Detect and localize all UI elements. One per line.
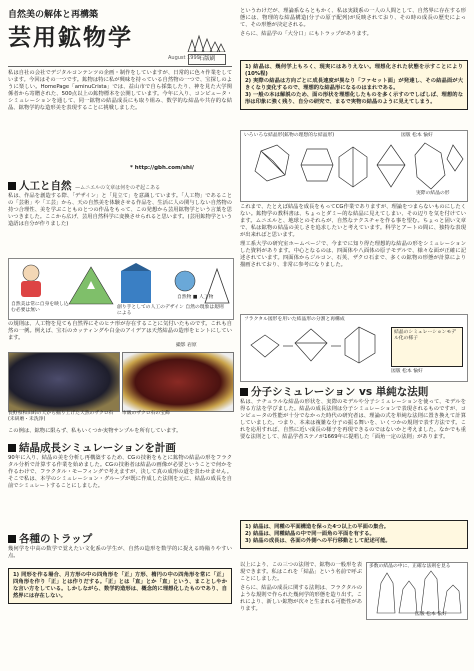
fig1-legend: 自然物 ■ 人工物 <box>177 295 214 300</box>
s4-closing: さらに、結晶の成長に関する法則は、フラクタルのような規則で作られた幾何学的形態を造り出す。これにより、新しい鉱物が次々と生まれる可能性があります。 <box>240 585 362 612</box>
photo-caption-jewelry: 市販のザクロ石の宝飾 <box>122 411 170 416</box>
fig3-title: フラクタル図形を用いた結晶形の分割と再構成 <box>244 317 345 322</box>
s4-block <box>240 399 466 441</box>
photo-credit: 撮影 岩原 <box>176 343 197 348</box>
figure-many-crystals <box>366 562 468 620</box>
photo-garnet-jewelry <box>122 352 234 412</box>
crystal-fact-3: 3) 一般の本は解説のため、面の形状を理想化したものを多く示すのでしばしば、理想的な形は印象に強く残り、自分の研究で、まるで実物の結晶のように見えてしまう。 <box>245 92 463 105</box>
crystal-cluster-icon <box>186 34 226 52</box>
figure-crystal-forms <box>240 130 468 202</box>
fig2-caption: 実際の結晶の形 <box>416 191 450 196</box>
fig1-mid-caption: 創り手としての人工のデザイン 自然の現象は規則による <box>117 305 224 316</box>
fig3-caption: 結晶のシミュレーションモデル化の様子 <box>394 330 457 341</box>
s3-text: 幾何学を中高の数学で覚えたい文化系の学生が、自然の造形を数学的に捉える時陥りやすい点。 <box>8 546 232 559</box>
crystal-facts-box <box>240 60 468 110</box>
law-2: 2) 結晶は、同種結晶の中で同一面角の平面を有する。 <box>245 531 375 537</box>
fig3-caption-box <box>391 327 463 367</box>
homepage-link[interactable]: * http://gbh.com/shi/ <box>130 165 194 171</box>
s4-text: 私は、ナチュラルな結晶の形状を、実際のモデルや分子シミュレーションを使って、モデルを得る方法を学びました。結晶の成長法則は分子シミュレーションで表現されるものですが、コンピュータの性能が十分でなかった時代の研究者は、理論の式を単純な法則に置き換えて計算していました。つまり、本来は複雑な分子の振る舞いを、いくつかの規則で表す方法です。これを応用すれば、自然に近い成長の様子を再現できるのではないかと考えました。なかでも重要な法則として、結晶学者ステノが1669年に提唱した「面角一定の法則」があります。 <box>240 399 466 440</box>
photo-text: この例は、鉱物に限らず、私もいくつか実物サンプルを所有しています。 <box>8 428 182 434</box>
section-molecular-simulation: 分子シミュレーション vs 単純な法則 <box>240 384 428 399</box>
section-growth-simulation: 結晶成長シミュレーションを計画 <box>8 440 176 455</box>
intro-text: 私は自社の会社でデジタルコンテンツの企画・制作をしていますが、日常的に色々作業をしています。今回はその一つです。鉱物は特に私が興味を持っている自然物の一つで、宝探しのように楽しい。HomePage「aminuCrista」では、益山市で自ら採集したり、神を見た大学関係者から寄贈された、500点以上の鉱物標本を公開しています。今年に入り、コンピュータ・シミュレーションを通して、同一鉱物の結晶成長にも取り組み、数学的な結晶や共存的な結晶、鉱物学的な造形美を表現することに挑戦しました。 <box>8 70 232 111</box>
fig4-credit: 図版 松本 愉好 <box>415 612 447 617</box>
fig2-credit: 図版 松本 愉好 <box>401 133 433 138</box>
section-bullet-icon <box>8 182 16 190</box>
trap-box <box>8 568 232 604</box>
header-subtitle: 自然美の解体と再構築 <box>8 10 99 20</box>
law-box <box>240 520 468 549</box>
issue-date: August 1999 <box>168 55 200 61</box>
seal-stamp: 石版刷 <box>188 54 226 65</box>
section-bullet-icon <box>8 444 16 452</box>
fig4-title: 多数の結晶の中に、正確な法則を見る <box>369 564 451 569</box>
right-intro-block <box>240 8 466 38</box>
many-crystals-drawing <box>367 563 467 619</box>
header-rule <box>8 66 232 67</box>
fig1-bottom-text: の規則は、人工物を見ても自然界にそのヒナ形が存在することに気付いたものです。これも自然の一例。例えば、宝石のカッティングや白金のアイデアは天然結晶の造形をヒントにしています。 <box>8 321 232 341</box>
section-artificial-nature: 人工と自然 —ムニエルの文章は何をのぞ起こある <box>8 178 160 193</box>
law-3: 3) 結晶の成長は、各面の外側への平行移動として記述可能。 <box>245 538 391 544</box>
s4-outro: 以上により、この三つの法則で、鉱物の一般形を表現できます。私はこれを「結晶」という名前で呼ぶことにしました。 <box>240 562 362 582</box>
fig1-text-block <box>8 321 232 342</box>
law-1: 1) 結晶は、同種の平面構造を保った4つ以上の平面の集合。 <box>245 524 390 530</box>
figure-nature-vs-artifact <box>8 258 234 320</box>
photo-caption-natural: 長野県和田峠の天から掘り上げた天然のザクロ石(未研磨・未洗浄) <box>8 411 114 422</box>
right-intro-sub: さらに、結晶学の「大分口」にもトラップがあります。 <box>240 31 372 37</box>
right-intro-text: というわけだが、理論系ならともかく、私は実践系の一人の人間として、自然界に存在する形態には、物理的な結晶構造(分子の原子配列)が反映されており、その時の成長の歴史によって、その形態が決定される。 <box>240 8 466 28</box>
crystal-fact-2: 2) 実際の結晶は方向ごとに成長速度が異なり「ファセット面」が発達し、その結晶面が大きくなり変化するので、理想的な結晶形になるのはまれである。 <box>245 78 463 91</box>
s3-block <box>8 546 232 560</box>
fig2-title: いろいろな結晶形(鉱物の理想的な結晶形) <box>244 133 335 138</box>
page-title: 芸用鉱物学 <box>8 24 133 51</box>
section-bullet-icon <box>240 388 248 396</box>
trap-box-text: 1) 同形を作る場合、月方形の中の四角形を「正」方形、楕円の中の四角形を常に「正」四角形を作り「正」とは作りだする。「正」とは「直」とか「直」という、まことしやかな言い方をしている。しかしながら、数学的造形は、概念的に理想化したものであり、自然界には存在しない。 <box>13 572 227 599</box>
s4-outro-block <box>240 562 362 613</box>
photo-natural-garnet <box>8 352 120 412</box>
section-bullet-icon <box>8 535 16 543</box>
photo-text-block <box>8 428 232 435</box>
figure-fractal-crystal <box>240 314 468 382</box>
intro-block <box>8 70 232 112</box>
section-traps: 各種のトラップ <box>8 531 92 546</box>
fig1-left-caption: 自然美は常に自身を映し込む必要は無い <box>11 302 69 313</box>
crystal-fact-1: 1) 結晶は、幾何学上もろく、現実にはありえない。理想化された状態を示すことにより(10%程) <box>245 64 463 77</box>
right-mid-block <box>240 204 466 269</box>
s1-block <box>8 193 232 228</box>
s1-text: 私は、作品を創造する際、「デザイン」と「見立て」を意識しています。「人工物」であることの「芸術」や「工芸」から、天の自然美を体験させる作品を、生活に人の関与しない自然物の持つ合理性、美を学ぶことものとつの作品をもって、この発想から芸用鉱物学という言葉を思いつきました。ここから広げ、芸用自然科学に変換させられると思います。(芸用鉱物学という造語は自分が作りました) <box>8 193 232 227</box>
s2-block <box>8 455 232 490</box>
s2-text: 90年に入り、結晶の美を分析し再構築するため、CGの技術をもとに鉱物の結晶の形をフラクタル分析で計算する作業を始めました。CGの技術者は結晶の画像が必要ということで何かを作るわけで、フラクタル・モーフィングで考えますが、決して真の成形の道を表わせません。そこで私は、本学のシミュレーション・グループが既に作成した法則を元に、結晶の成長を自前でシミュレートすることにしました。 <box>8 455 232 489</box>
right-mid-text2: 理工系大学の研究室ホームページで、今までに知り得た理想的な結晶の形をシミュレーションした資料があります。中心となるのは、四面体や八面体の原子モデルで、様々な面が正確に記述されています。四面体からジルコン、石英、ザクロ石まで、多くの鉱物の形態が計算により描画されており、非常に参考になりました。 <box>240 241 466 268</box>
fig3-credit: 図版 松本 愉好 <box>391 369 423 374</box>
right-mid-text: これまで、たとえば結晶を成長をもってCG作業でありますが、理論をつまらないものにしたくない。鉱物学の教科書は、ちょっとダミー的な結晶に見えてしまい、その辺りを気を付けています。ムニエルと、地球とのそれらが、自然なテクスチャを作る事を望む。ちょっと固い文章で、私は鉱物の結晶の美しさを追求したいと考えています。科学とアートの間に、独特な表現が出来ればと思います。 <box>240 204 466 238</box>
